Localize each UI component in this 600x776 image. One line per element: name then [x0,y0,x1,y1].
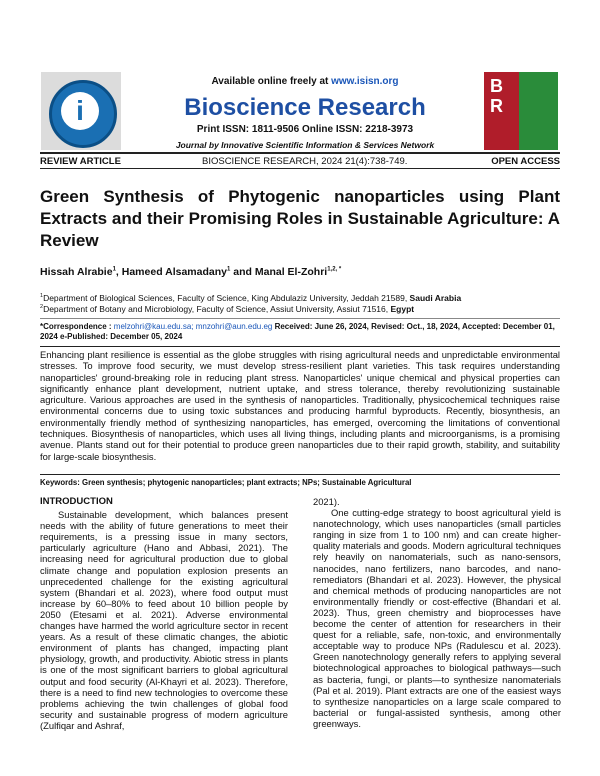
journal-cover-logo [484,72,519,150]
affil-country: Egypt [390,304,415,314]
affil-number: 2 [40,304,44,311]
author-sep: , [115,266,122,278]
availability-prefix: Available online freely at [211,76,332,87]
correspondence-label: *Correspondence : [40,322,114,331]
keywords: Keywords: Green synthesis; phytogenic nanoparticles; plant extracts; NPs; Sustainable Agricultural [40,478,412,487]
citation: BIOSCIENCE RESEARCH, 2024 21(4):738-749. [202,156,408,167]
author-list [40,266,560,278]
section-heading: INTRODUCTION [40,496,113,507]
correspondence-block [40,322,560,342]
affil-text: Department of Botany and Microbiology, Faculty of Science, Assiut University, Assiut 71516, [43,304,391,314]
logo-letter: i [61,92,99,130]
affiliation-rule [40,318,560,319]
access-badge: OPEN ACCESS [491,156,560,167]
paragraph: Sustainable development, which balances present needs with the ability of future generations to meet their requirements, is a pressing issue in many sectors, particularly agriculture (Hano and Abbasi, 2021). The increasing need for agricultural production due to global climate change and population explosion presents an unprecedented challenge for the existing agricultural system (Bhandari et al. 2023), where food output must increase by 60–80% to feed about 10 billion people by 2050 (Etesami et al. 2021). Adverse environmental changes have harmed the world agriculture sector in recent years. As a result of these climatic changes, the abiotic environment of plants has changed, impacting plant physiology, growth, and productivity. Abiotic stress in plants is one of the most significant barriers to global agricultural output and food security (Al-Khayri et al. 2023). Therefore, there is a need to find new technologies to overcome these problems achieving the twin challenges of global food security and sustainable progress of modern agriculture (Zulfiqar and Ashraf, [40,509,288,731]
publication-dates: Received: June 26, 2024, Revised: Oct., 18, 2024, Accepted: December 01, 2024 e-Published: December 05, 2024 [40,322,555,341]
author-sep: and [230,266,255,278]
article-type: REVIEW ARTICLE [40,156,121,167]
affil-text: Department of Biological Sciences, Faculty of Science, King Abdulaziz University, Jeddah 21589, [43,293,410,303]
author-affil: 1 [112,266,116,273]
affil-country: Saudi Arabia [409,293,462,303]
author-affil: 1 [227,266,231,273]
issn-line: Print ISSN: 1811-9506 Online ISSN: 2218-3973 [196,124,414,135]
affiliation-1 [40,293,560,303]
paragraph-continuation: 2021). [313,496,340,507]
body-column-right [313,496,561,729]
author-name: Hissah Alrabie [40,266,113,278]
journal-url-link[interactable]: www.isisn.org [331,76,399,87]
abstract-top-rule [40,346,560,347]
affil-number: 1 [40,293,44,300]
abstract-bottom-rule [40,474,560,475]
header-rule [40,152,560,154]
author-name: Hameed Alsamadany [121,266,227,278]
availability-line [130,76,480,87]
paragraph: One cutting-edge strategy to boost agricultural yield is nanotechnology, which uses nanoparticles (small particles ranging in size from 1 to 100 nm) and can create higher-quality materials and goods. Modern agricultural techniques rely heavily on nanomaterials, such as nano-sensors, nanocides, nano fertilizers, nano barcodes, and nano-remediators (Bhandari et al. 2023). However, the physical and chemical methods of producing nanoparticles are not environmentally friendly or cost-effective (Bhandari et al. 2023). Thus, green chemistry and bioprocesses have become the center of attention for researchers in their quest for a reliable, safe, non-toxic, and environmentally acceptable way to produce NPs (Radulescu et al. 2023). Green nanotechnology generally refers to applying several biotechnological approaches to biological pathways—such as bacteria, fungi, or plants—to synthesize nanomaterials (Pal et al. 2019). Plant extracts are one of the easiest ways to synthesize nanoparticles on a large scale compared to bacterial or fungal-assisted synthesis, among other greenways. [313,507,561,729]
correspondence-emails[interactable]: melzohri@kau.edu.sa; mnzohri@aun.edu.eg [113,322,273,331]
journal-cover-photo [519,72,558,150]
body-column-left [40,496,288,731]
journal-logo-left [41,72,121,150]
journal-title: Bioscience Research [184,94,426,121]
author-affil: 1,2, * [327,266,342,273]
author-name: Manal El-Zohri [254,266,328,278]
meta-rule [40,168,560,169]
publisher-line: Journal by Innovative Scientific Information & Services Network [175,140,435,150]
cover-letter-b: B [490,76,503,96]
abstract: Enhancing plant resilience is essential as the globe struggles with rising agricultural needs and unpredictable environmental stresses. To improve food security, we must develop stress-resilient plant varieties. This task requires understanding nanoparticles' ground-breaking role in reducing plant stress. Nanoparticles' unique chemical and physical properties can significantly enhance plant development, nutrient uptake, and stress tolerance, thereby revolutionizing sustainable agriculture. Various approaches are used in the synthesis of nanoparticles. Traditionally, physicochemical techniques raise environmental concerns due to using toxic substances and producing harmful byproducts. Recently, biosynthesis, an environmentally friendly method of synthesizing nanoparticles, has emerged, overcoming the limitations of conventional techniques. Biosynthesis of nanoparticles, which uses all living things, including plants and microorganisms, is a promising avenue. Plants stand out for their potential to produce green nanoparticles due to their rapid growth, stability, and suitability for large-scale biosynthesis. [40,349,560,462]
article-title: Green Synthesis of Phytogenic nanoparticles using Plant Extracts and their Promising Roles in Sustainable Agriculture: A Review [40,187,560,250]
cover-letter-r: R [490,96,503,116]
affiliation-2 [40,304,560,314]
